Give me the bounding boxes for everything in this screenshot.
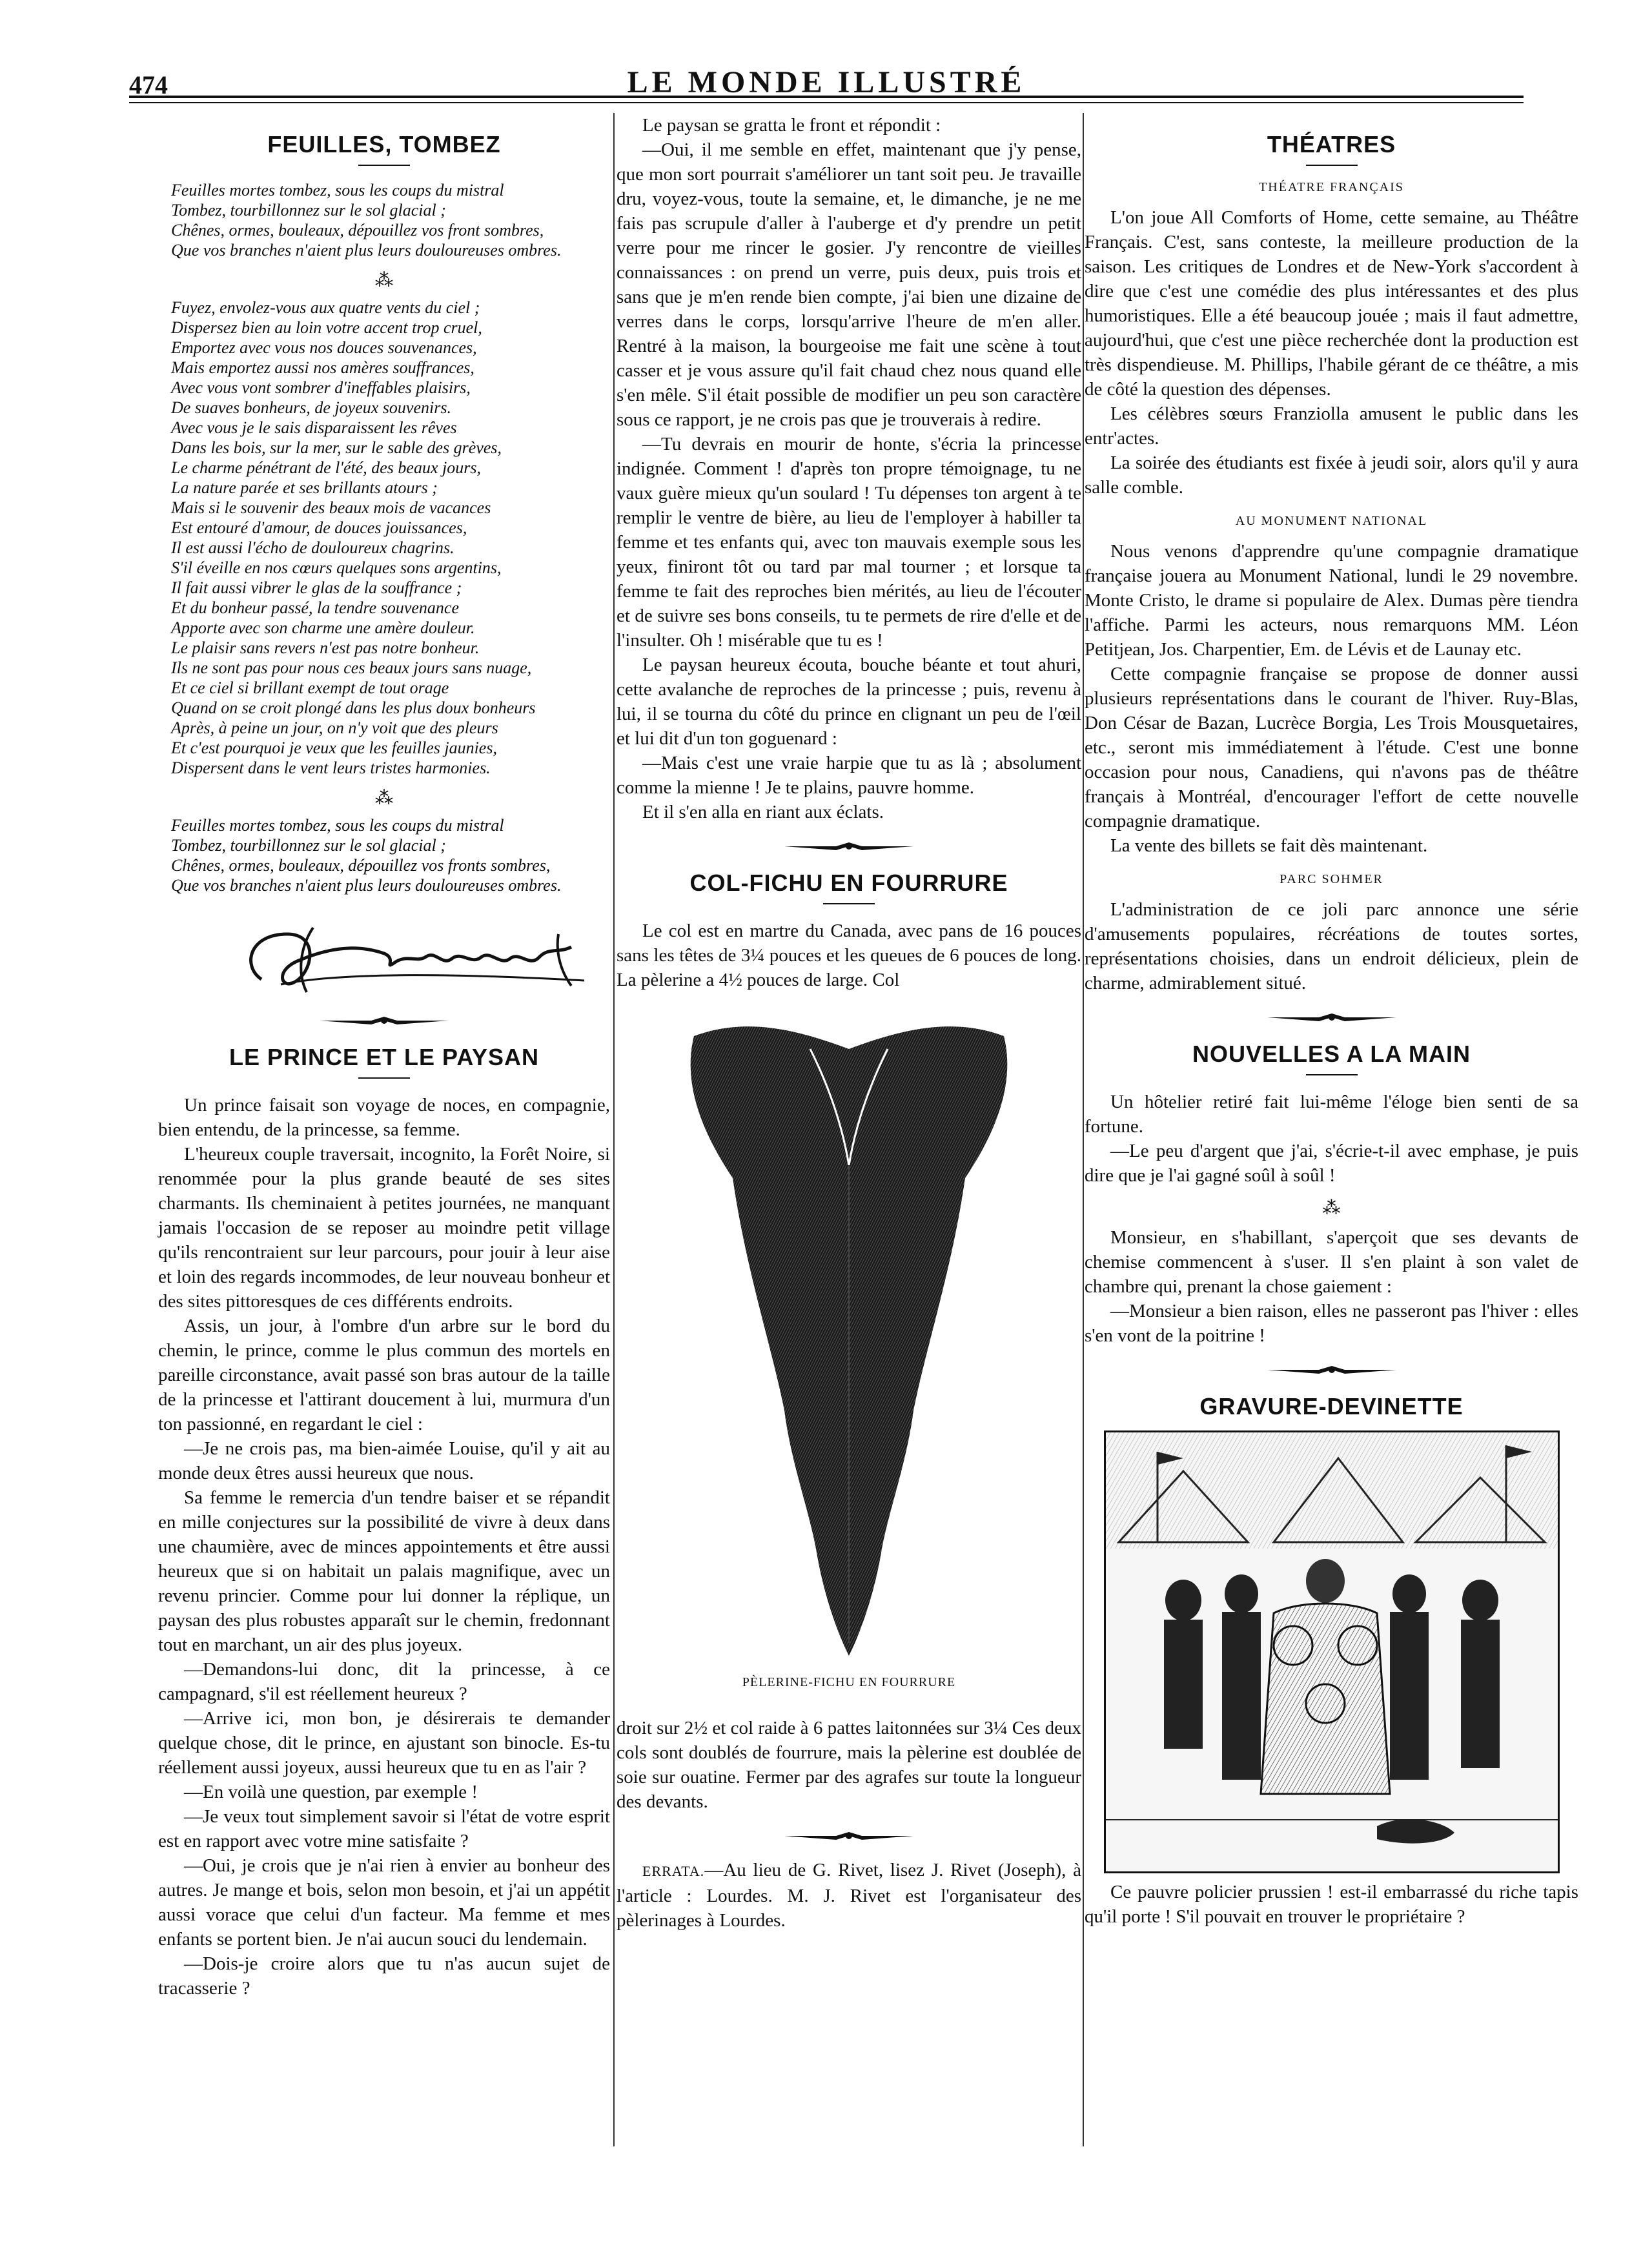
theatre-paragraph: Nous venons d'apprendre qu'une compagnie dramatique française jouera au Monument National, lundi le 29 novembre. Monte Cristo, le drame si populaire de Alex. Dumas père tiendra l'affiche. Parmi les acteurs, nous remarquons MM. Léon Petitjean, Jos. Charpentier, Em. de Lévis et de Launay etc. bbox=[1085, 541, 1578, 660]
title-rule bbox=[358, 1077, 410, 1079]
article-paragraph: —Arrive ici, mon bon, je désirerais te demander quelque chose, dit le prince, en ajustant son binocle. Es-tu réellement aussi joyeux, aussi heureux que tu en as l'air ? bbox=[158, 1708, 610, 1778]
title-rule bbox=[358, 165, 410, 166]
poem-line: Ils ne sont pas pour nous ces beaux jours sans nuage, bbox=[171, 658, 532, 677]
poem-line: Dispersent dans le vent leurs tristes harmonies. bbox=[171, 758, 491, 777]
article-paragraph: —Demandons-lui donc, dit la princesse, à ce campagnard, s'il est réellement heureux ? bbox=[158, 1659, 610, 1704]
section-title-gravure: GRAVURE-DEVINETTE bbox=[1199, 1393, 1463, 1420]
theatre-paragraph: Les célèbres sœurs Franziolla amusent le public dans les entr'actes. bbox=[1085, 403, 1578, 449]
header-rule-thin bbox=[129, 102, 1524, 103]
poem-line: Quand on se croit plongé dans les plus doux bonheurs bbox=[171, 698, 536, 717]
errata-label: ERRATA. bbox=[642, 1863, 705, 1879]
poem-line: Et ce ciel si brillant exempt de tout orage bbox=[171, 678, 449, 697]
poem-line: Le charme pénétrant de l'été, des beaux jours, bbox=[171, 458, 481, 477]
column-left bbox=[158, 113, 610, 2000]
article-body-continued bbox=[617, 113, 1081, 824]
poem-line: Feuilles mortes tombez, sous les coups du mistral bbox=[171, 181, 504, 199]
poem-line: Que vos branches n'aient plus leurs douloureuses ombres. bbox=[171, 876, 562, 895]
theatre-paragraph: L'administration de ce joli parc annonce une série d'amusements populaires, récréations de toutes sortes, représentations choisies, dans un endroit délicieux, plein de charme, admirablement situé. bbox=[1085, 899, 1578, 993]
article-paragraph: —En voilà une question, par exemple ! bbox=[184, 1782, 478, 1802]
article-paragraph: Et il s'en alla en riant aux éclats. bbox=[642, 802, 884, 822]
nouvelles-paragraph: Un hôtelier retiré fait lui-même l'éloge bien senti de sa fortune. bbox=[1085, 1092, 1578, 1137]
section-stars: ⁂ bbox=[1322, 1198, 1341, 1218]
poem-line: Dans les bois, sur la mer, sur le sable des grèves, bbox=[171, 438, 502, 457]
poem-stanza bbox=[158, 180, 610, 260]
poem-line: Il fait aussi vibrer le glas de la souffrance ; bbox=[171, 578, 462, 597]
title-rule bbox=[823, 903, 875, 904]
theatre-paragraph: Cette compagnie française se propose de donner aussi plusieurs représentations dans le courant de l'hiver. Ruy-Blas, Don César de Bazan, Lucrèce Borgia, Les Trois Mousquetaires, etc., seront mis immédiatement à l'étude. C'est une bonne occasion pour nous, Canadiens, qui n'avons pas de théâtre français à Montréal, d'encourager l'effort de cette nouvelle compagnie dramatique. bbox=[1085, 664, 1578, 831]
section-stars: ⁂ bbox=[375, 270, 393, 290]
column-separator bbox=[1083, 113, 1084, 2146]
illustration-caption: PÈLERINE-FICHU EN FOURRURE bbox=[742, 1675, 956, 1689]
poem-line: Emportez avec vous nos douces souvenances, bbox=[171, 338, 477, 357]
poem-line: Avec vous je le sais disparaissent les rêves bbox=[171, 418, 457, 437]
poem-line: Dispersez bien au loin votre accent trop cruel, bbox=[171, 318, 482, 337]
poem-line: Mais emportez aussi nos amères souffrances, bbox=[171, 358, 474, 377]
section-stars: ⁂ bbox=[375, 788, 393, 808]
poem-line: Feuilles mortes tombez, sous les coups du mistral bbox=[171, 816, 504, 835]
article-paragraph: Le paysan heureux écouta, bouche béante et tout ahuri, cette avalanche de reproches de la princesse ; puis, revenu à lui, il se tourna du côté du prince en clignant un peu de l'œil et lui dit d'un ton goguenard : bbox=[617, 655, 1081, 749]
poem-line: Apporte avec son charme une amère douleur. bbox=[171, 618, 475, 637]
poem-line: Avec vous vont sombrer d'ineffables plaisirs, bbox=[171, 378, 471, 397]
poem-line: Fuyez, envolez-vous aux quatre vents du ciel ; bbox=[171, 298, 480, 317]
article-paragraph: —Mais c'est une vraie harpie que tu as là ; absolument comme la mienne ! Je te plains, pauvre homme. bbox=[617, 753, 1081, 798]
article-title-prince: LE PRINCE ET LE PAYSAN bbox=[229, 1044, 540, 1070]
poem-line: Tombez, tourbillonnez sur le sol glacial ; bbox=[171, 836, 446, 855]
poem-line: La nature parée et ses brillants atours ; bbox=[171, 478, 438, 497]
section-title-nouvelles: NOUVELLES A LA MAIN bbox=[1192, 1041, 1471, 1067]
theatre-paragraph: La vente des billets se fait dès maintenant. bbox=[1110, 835, 1428, 856]
page-number: 474 bbox=[129, 70, 168, 99]
colfichu-intro: Le col est en martre du Canada, avec pans de 16 pouces sans les têtes de 3¼ pouces et les queues de 6 pouces de long. La pèlerine a 4½ pouces de large. Col bbox=[617, 921, 1081, 990]
poem-line: Tombez, tourbillonnez sur le sol glacial ; bbox=[171, 201, 446, 219]
ornament-divider bbox=[784, 841, 913, 851]
subheading: AU MONUMENT NATIONAL bbox=[1235, 514, 1428, 528]
poem-line: Et du bonheur passé, la tendre souvenance bbox=[171, 598, 459, 617]
poem-line: De suaves bonheurs, de joyeux souvenirs. bbox=[171, 398, 451, 417]
nouvelles-paragraph: —Monsieur a bien raison, elles ne passeront pas l'hiver : elles s'en vont de la poitrine ! bbox=[1085, 1301, 1578, 1346]
poem-line: Chênes, ormes, bouleaux, dépouillez vos front sombres, bbox=[171, 221, 544, 239]
errata-text bbox=[617, 1858, 1081, 1933]
poem-line: Le plaisir sans revers n'est pas notre bonheur. bbox=[171, 638, 480, 657]
subheading: PARC SOHMER bbox=[1280, 872, 1383, 886]
nouvelles-paragraph: Monsieur, en s'habillant, s'aperçoit que ses devants de chemise commencent à s'user. Il s'en plaint à son valet de chambre qui, prenant la chose gaiement : bbox=[1085, 1227, 1578, 1297]
section-title-theatres: THÉATRES bbox=[1267, 131, 1396, 158]
ornament-divider bbox=[1267, 1365, 1396, 1375]
colfichu-after: droit sur 2½ et col raide à 6 pattes laitonnées sur 3¼ Ces deux cols sont doublés de fourrure, mais la pèlerine est doublée de soie sur ouatine. Fermer par des agrafes sur toute la longueur des devants. bbox=[617, 1718, 1081, 1812]
title-rule bbox=[1306, 1074, 1358, 1075]
gravure-caption: Ce pauvre policier prussien ! est-il embarrassé du riche tapis qu'il porte ! S'il pouvait en trouver le propriétaire ? bbox=[1085, 1882, 1578, 1927]
poem-title: FEUILLES, TOMBEZ bbox=[267, 131, 501, 158]
article-paragraph: —Je veux tout simplement savoir si l'état de votre esprit est en rapport avec votre mine satisfaite ? bbox=[158, 1806, 610, 1851]
signature-image bbox=[236, 908, 597, 999]
fur-pelerine-illustration bbox=[668, 1010, 1030, 1669]
header-rule bbox=[129, 96, 1524, 98]
article-paragraph: —Dois-je croire alors que tu n'as aucun sujet de tracasserie ? bbox=[158, 1953, 610, 1999]
poem-line: Est entouré d'amour, de douces jouissances, bbox=[171, 518, 467, 537]
poem-line: Que vos branches n'aient plus leurs douloureuses ombres. bbox=[171, 241, 562, 260]
article-paragraph: Assis, un jour, à l'ombre d'un arbre sur le bord du chemin, le prince, comme le plus commun des mortels en pareille circonstance, avait passé son bras autour de la taille de la princesse et l'attirant doucement à lui, murmura d'un ton passionné, en regardant le ciel : bbox=[158, 1316, 610, 1434]
poem-line: Mais si le souvenir des beaux mois de vacances bbox=[171, 498, 491, 517]
poem-line: Après, à peine un jour, on n'y voit que des pleurs bbox=[171, 718, 498, 737]
poem-line: Et c'est pourquoi je veux que les feuilles jaunies, bbox=[171, 738, 497, 757]
engraving-illustration bbox=[1104, 1430, 1560, 1873]
errata-body: —Au lieu de G. Rivet, lisez J. Rivet (Joseph), à l'article : Lourdes. M. J. Rivet est l'organisateur des pèlerinages à Lourdes. bbox=[617, 1860, 1081, 1931]
poem-line: Chênes, ormes, bouleaux, dépouillez vos fronts sombres, bbox=[171, 856, 551, 875]
theatre-paragraph: L'on joue All Comforts of Home, cette semaine, au Théâtre Français. C'est, sans conteste, la meilleure production de la saison. Les critiques de Londres et de New-York s'accordent à dire que c'est une comédie des plus intéressantes et des plus humoristiques. Elle a été beaucoup jouée ; mais il faut admettre, aujourd'hui, que c'est une pièce recherchée dont la production est très dispendieuse. M. Phillips, l'habile gérant de ce théâtre, a mis de côté la question des dépenses. bbox=[1085, 207, 1578, 400]
article-body bbox=[158, 1093, 610, 2000]
theatre-paragraph: La soirée des étudiants est fixée à jeudi soir, alors qu'il y aura salle comble. bbox=[1085, 453, 1578, 498]
article-paragraph: —Oui, il me semble en effet, maintenant que j'y pense, que mon sort pourrait s'améliorer un tant soit peu. Je travaille dru, voyez-vous, toute la semaine, et, le dimanche, je ne me fais pas scrupule d'aller à l'auberge et d'y prendre un petit verre pour me rincer le gosier. J'y rencontre de vieilles connaissances : on prend un verre, puis deux, puis trois et sans que je m'en rende bien compte, j'ai bien une dizaine de verres dans le corps, lorsqu'arrive l'heure de m'en aller. Rentré à la maison, la bourgeoise me fait une scène à tout casser et je vous assure qu'il fait chaud chez nous quand elle s'en mêle. S'il était possible de modifier un peu son caractère sous ce rapport, je ne crois pas que je trouverais à redire. bbox=[617, 139, 1081, 430]
ornament-divider bbox=[784, 1831, 913, 1841]
column-right bbox=[1085, 113, 1578, 1929]
poem-stanza bbox=[158, 815, 610, 895]
journal-title: LE MONDE ILLUSTRÉ bbox=[627, 65, 1026, 99]
article-paragraph: —Je ne crois pas, ma bien-aimée Louise, qu'il y ait au monde deux êtres aussi heureux que nous. bbox=[158, 1438, 610, 1483]
column-separator bbox=[613, 113, 615, 2146]
subheading: THÉATRE FRANÇAIS bbox=[1259, 180, 1404, 194]
poem-stanza bbox=[158, 298, 610, 778]
poem-line: S'il éveille en nos cœurs quelques sons argentins, bbox=[171, 558, 502, 577]
article-title-colfichu: COL-FICHU EN FOURRURE bbox=[689, 870, 1008, 896]
poem-line: Il est aussi l'écho de douloureux chagrins. bbox=[171, 538, 454, 557]
article-paragraph: Le paysan se gratta le front et répondit : bbox=[642, 115, 941, 136]
article-paragraph: L'heureux couple traversait, incognito, la Forêt Noire, si renommée pour la plus grande beauté de ses sites charmants. Ils cheminaient à petites journées, ne manquant jamais l'occasion de se reposer au moindre petit village qu'ils rencontraient sur leur parcours, pour jouir à leur aise et loin des regards incommodes, de leur nouveau bonheur et des sites pittoresques de ces différents endroits. bbox=[158, 1144, 610, 1312]
article-paragraph: —Tu devrais en mourir de honte, s'écria la princesse indignée. Comment ! d'après ton propre témoignage, tu ne vaux guère mieux qu'un soulard ! Tu dépenses ton argent à te remplir le ventre de bière, au lieu de l'employer à habiller ta femme et tes enfants qui, avec ton mauvais exemple sous les yeux, finiront tôt ou tard par mal tourner ; et lorsque ta femme te fait des reproches bien mérités, au lieu de l'écouter et de suivre ses bons conseils, tu te permets de rire d'elle et de l'insulter. Oh ! misérable que tu es ! bbox=[617, 434, 1081, 651]
article-paragraph: —Oui, je crois que je n'ai rien à envier au bonheur des autres. Je mange et bois, selon mon besoin, et j'ai un appétit aussi vorace que celui d'un facteur. Ma femme et mes enfants se portent bien. Je n'ai aucun souci du lendemain. bbox=[158, 1855, 610, 1950]
nouvelles-paragraph: —Le peu d'argent que j'ai, s'écrie-t-il avec emphase, je puis dire que je l'ai gagné soûl à soûl ! bbox=[1085, 1141, 1578, 1186]
column-middle bbox=[617, 113, 1081, 1933]
ornament-divider bbox=[320, 1015, 449, 1026]
ornament-divider bbox=[1267, 1012, 1396, 1023]
article-paragraph: Sa femme le remercia d'un tendre baiser et se répandit en mille conjectures sur la possibilité de vivre à deux dans une chaumière, avec de minces appointements et être aussi heureux que si on habitait un palais magnifique, avec un revenu princier. Comme pour lui donner la réplique, un paysan des plus robustes apparaît sur le chemin, fredonnant tout en marchant, un air des plus joyeux. bbox=[158, 1487, 610, 1655]
title-rule bbox=[1306, 165, 1358, 166]
article-paragraph: Un prince faisait son voyage de noces, en compagnie, bien entendu, de la princesse, sa femme. bbox=[158, 1095, 610, 1140]
